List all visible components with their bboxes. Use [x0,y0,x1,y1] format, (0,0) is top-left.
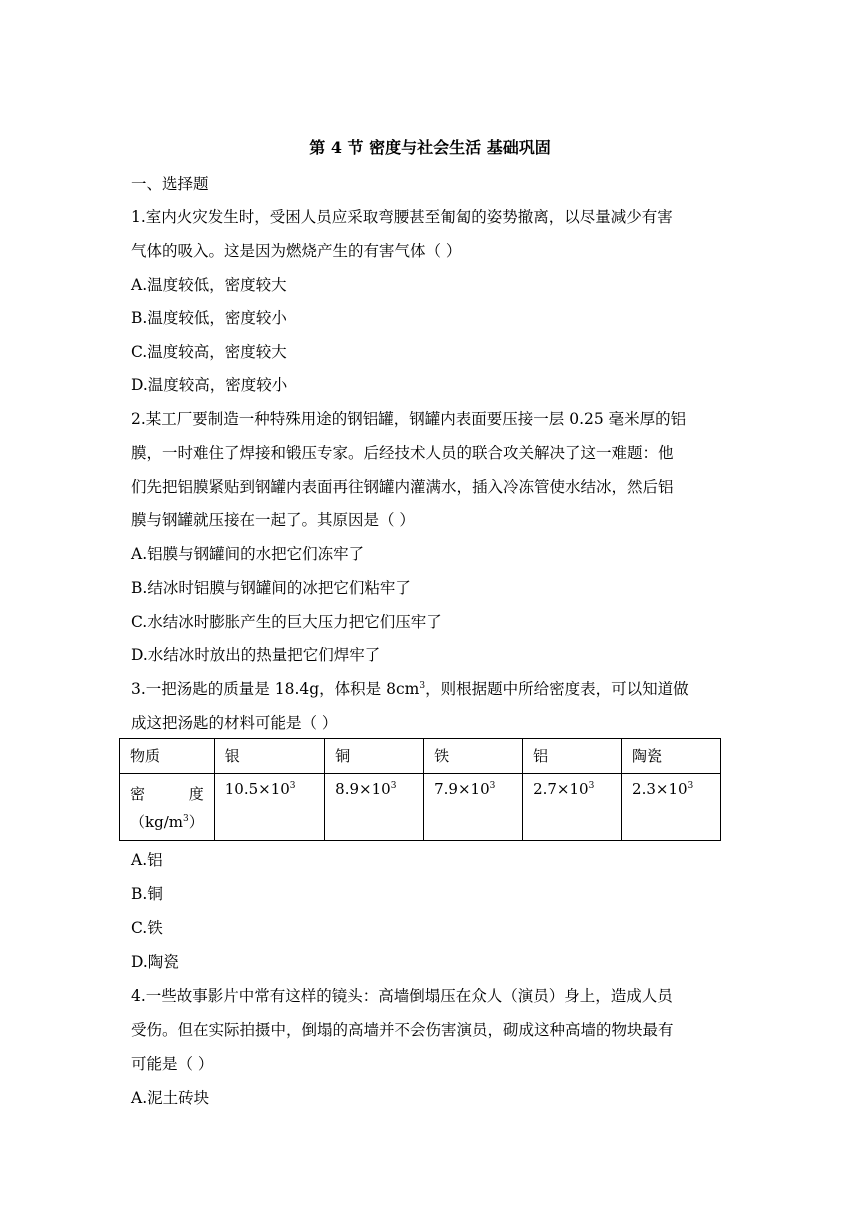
q3-option-d: D.陶瓷 [131,953,179,971]
density-table-header-row [120,739,721,774]
q1-stem-line1: 1.室内火灾发生时，受困人员应采取弯腰甚至匍匐的姿势撤离，以尽量减少有害 [131,208,673,226]
density-table-header-cell: 铜 [325,739,424,774]
density-row-label-char-a: 密 [130,785,146,803]
density-table-header-cell: 铁 [424,739,523,774]
density-value-exp: 3 [588,781,595,791]
q2-option-b: B.结冰时铝膜与钢罐间的冰把它们粘牢了 [131,579,411,597]
q2-option-a: A.铝膜与钢罐间的水把它们冻牢了 [131,545,365,563]
q2-option-c: C.水结冰时膨胀产生的巨大压力把它们压牢了 [131,613,442,631]
density-value-base: 8.9×10 [335,780,391,798]
q2-option-d: D.水结冰时放出的热量把它们焊牢了 [131,646,381,664]
density-value-base: 2.3×10 [632,780,688,798]
section-heading: 一、选择题 [131,175,209,193]
q3-stem-line1-text-b: ，则根据题中所给密度表，可以知道做 [425,680,689,698]
q2-stem-line4: 膜与钢罐就压接在一起了。其原因是（ ） [131,511,415,529]
density-table [119,738,721,841]
density-row-label [120,774,215,841]
density-value-exp: 3 [390,781,397,791]
density-value-exp: 3 [687,781,694,791]
density-table-header-cell: 铝 [523,739,622,774]
density-value-silver [214,774,324,841]
density-value-iron [424,774,523,841]
density-row-unit-sup: 3 [182,814,189,824]
q2-stem-line1: 2.某工厂要制造一种特殊用途的钢铝罐，钢罐内表面要压接一层 0.25 毫米厚的铝 [131,410,687,428]
q3-stem-line1-text-a: 3.一把汤匙的质量是 18.4g，体积是 8cm [131,680,420,698]
density-row-unit-post: ） [188,813,204,831]
density-row-unit [130,808,204,836]
density-row-unit-pre: （kg/m [130,813,183,831]
q1-option-b: B.温度较低，密度较小 [131,309,287,327]
density-table-header-cell: 银 [214,739,324,774]
q4-stem-line2: 受伤。但在实际拍摄中，倒塌的高墙并不会伤害演员，砌成这种高墙的物块最有 [131,1021,674,1039]
q3-option-a: A.铝 [131,851,163,869]
q2-stem-line2: 膜，一时难住了焊接和锻压专家。后经技术人员的联合攻关解决了这一难题：他 [131,444,674,462]
density-value-ceramic [622,774,721,841]
density-table-header-cell: 物质 [120,739,215,774]
q4-stem-line3: 可能是（ ） [131,1055,214,1073]
q4-stem-line1: 4.一些故事影片中常有这样的镜头：高墙倒塌压在众人（演员）身上，造成人员 [131,987,673,1005]
density-row-label-char-b: 度 [188,785,204,803]
q4-option-a: A.泥土砖块 [131,1089,210,1107]
q1-option-c: C.温度较高，密度较大 [131,343,287,361]
q3-option-b: B.铜 [131,885,163,903]
q1-stem-line2: 气体的吸入。这是因为燃烧产生的有害气体（ ） [131,242,462,260]
density-value-aluminum [523,774,622,841]
density-value-copper [325,774,424,841]
page-title: 第 4 节 密度与社会生活 基础巩固 [309,138,551,157]
q2-stem-line3: 们先把铝膜紧贴到钢罐内表面再往钢罐内灌满水，插入冷冻管使水结冰，然后铝 [131,478,674,496]
density-table-header-cell: 陶瓷 [622,739,721,774]
q1-option-d: D.温度较高，密度较小 [131,376,288,394]
q3-stem-line2: 成这把汤匙的材料可能是（ ） [131,714,338,732]
density-value-exp: 3 [489,781,496,791]
density-value-exp: 3 [289,781,296,791]
density-table-value-row [120,774,721,841]
density-value-base: 2.7×10 [533,780,589,798]
density-value-base: 7.9×10 [434,780,490,798]
q3-stem-line1 [131,677,689,699]
q3-option-c: C.铁 [131,919,163,937]
density-row-label-line1 [130,780,204,808]
q1-option-a: A.温度较低，密度较大 [131,276,287,294]
density-value-base: 10.5×10 [224,780,290,798]
q3-stem-line1-sup: 3 [419,680,426,691]
